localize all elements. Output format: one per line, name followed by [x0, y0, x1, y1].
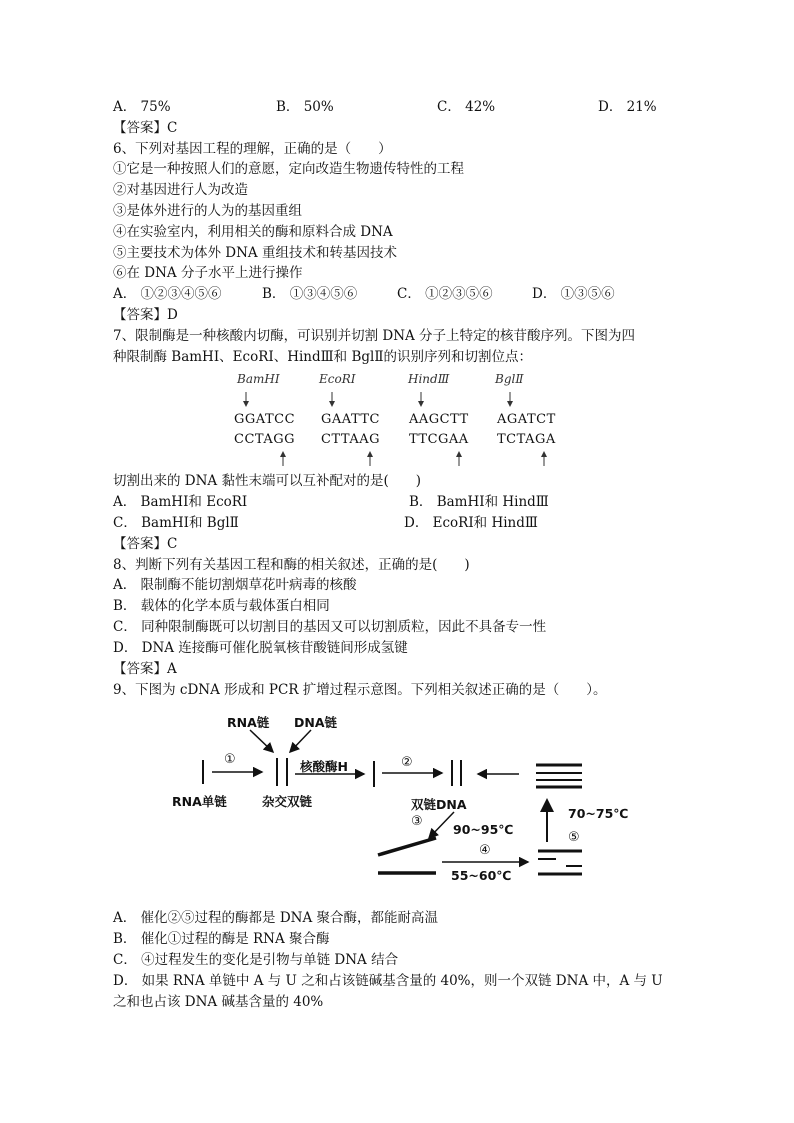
q6-item-2: ②对基因进行人为改造 [113, 182, 248, 198]
q6-item-6: ⑥在 DNA 分子水平上进行操作 [113, 265, 303, 281]
q8-stem: 8、判断下列有关基因工程和酶的相关叙述，正确的是( ) [113, 557, 470, 573]
bamhi-bottom-strand: CCTAGG [234, 432, 296, 447]
enzyme-bamhi-label: BamHⅠ [237, 372, 280, 386]
q9-option-a: A． 催化②⑤过程的酶都是 DNA 聚合酶，都能耐高温 [113, 910, 439, 926]
q6-stem: 6、下列对基因工程的理解，正确的是（ ） [113, 141, 392, 157]
q7-option-d: D． EcoRⅠ和 HindⅢ [404, 515, 538, 531]
q8-option-b: B． 载体的化学本质与载体蛋白相同 [113, 598, 330, 614]
q5-option-a: A． 75% [113, 99, 171, 115]
denature-temp-label: 90~95℃ [453, 822, 514, 837]
q6-item-1: ①它是一种按照人们的意愿，定向改造生物遗传特性的工程 [113, 161, 464, 177]
step2-label: ② [401, 755, 413, 770]
enzyme-hindiii-label: HindⅢ [408, 372, 450, 386]
q6-item-5: ⑤主要技术为体外 DNA 重组技术和转基因技术 [113, 245, 397, 261]
q9-option-d-continued: 之和也占该 DNA 碱基含量的 40% [113, 994, 324, 1010]
enzyme-ecori-label: EcoRⅠ [319, 372, 356, 386]
ecori-top-strand: GAATTC [321, 412, 380, 427]
q9-option-b: B． 催化①过程的酶是 RNA 聚合酶 [113, 931, 330, 947]
bglii-bottom-strand: TCTAGA [497, 432, 556, 447]
q6-option-c: C． ①②③⑤⑥ [397, 286, 493, 302]
step3-arrow [429, 812, 454, 838]
step1-label: ① [224, 752, 236, 767]
q6-option-a: A． ①②③④⑤⑥ [113, 286, 222, 302]
q5-answer: 【答案】C [113, 120, 178, 136]
enzyme-bglii-label: BglⅡ [495, 372, 524, 386]
q6-option-d: D． ①③⑤⑥ [532, 286, 615, 302]
ecori-bottom-strand: CTTAAG [321, 432, 380, 447]
rna-chain-label: RNA链 [227, 715, 270, 730]
q7-option-b: B． BamHⅠ和 HindⅢ [409, 494, 549, 510]
step4-label: ④ [479, 843, 491, 858]
bglii-top-strand: AGATCT [497, 412, 556, 427]
q8-option-d: D． DNA 连接酶可催化脱氧核苷酸链间形成氢键 [113, 640, 408, 656]
q5-option-c: C． 42% [437, 99, 496, 115]
q7-stem-line1: 7、限制酶是一种核酸内切酶，可识别并切割 DNA 分子上特定的核苷酸序列。下图为四 [113, 328, 636, 344]
dna-chain-label: DNA链 [294, 715, 338, 730]
q7-question: 切割出来的 DNA 黏性末端可以互补配对的是( ) [113, 473, 422, 489]
q9-option-c: C． ④过程发生的变化是引物与单链 DNA 结合 [113, 952, 399, 968]
q8-option-a: A． 限制酶不能切割烟草花叶病毒的核酸 [113, 577, 357, 593]
q5-option-b: B． 50% [276, 99, 334, 115]
denatured-strand-1 [378, 838, 436, 855]
q6-item-4: ④在实验室内，利用相关的酶和原料合成 DNA [113, 224, 393, 240]
anneal-temp-label: 55~60℃ [451, 868, 512, 883]
q8-answer: 【答案】A [113, 661, 177, 677]
dna-chain-arrow [290, 730, 311, 752]
q7-answer: 【答案】C [113, 536, 178, 552]
q5-option-d: D． 21% [598, 99, 657, 115]
q9-stem: 9、下图为 cDNA 形成和 PCR 扩增过程示意图。下列相关叙述正确的是（ ）。 [113, 682, 607, 698]
extend-temp-label: 70~75℃ [568, 806, 629, 821]
rna-single-chain-label: RNA单链 [172, 794, 227, 809]
bamhi-top-strand: GGATCC [234, 412, 296, 427]
step5-label: ⑤ [568, 830, 580, 845]
q6-answer: 【答案】D [113, 307, 178, 323]
rna-chain-arrow [250, 730, 273, 752]
q8-option-c: C． 同种限制酶既可以切割目的基因又可以切割质粒，因此不具备专一性 [113, 619, 547, 635]
hybrid-double-chain-label: 杂交双链 [262, 794, 313, 809]
rnase-h-label: 核酸酶H [300, 759, 348, 774]
hindiii-top-strand: AAGCTT [409, 412, 469, 427]
q7-option-a: A． BamHⅠ和 EcoRⅠ [113, 494, 248, 510]
step3-label: ③ [411, 814, 423, 829]
q9-option-d: D． 如果 RNA 单链中 A 与 U 之和占该链碱基含量的 40%，则一个双链 DNA 中，A 与 U [113, 973, 663, 989]
hindiii-bottom-strand: TTCGAA [409, 432, 469, 447]
double-strand-dna-label: 双链DNA [411, 797, 467, 812]
q6-item-3: ③是体外进行的人为的基因重组 [113, 203, 302, 219]
q6-option-b: B． ①③④⑤⑥ [262, 286, 358, 302]
q7-stem-line2: 种限制酶 BamHⅠ、EcoRⅠ、HindⅢ和 BglⅡ的识别序列和切割位点： [113, 349, 533, 365]
q7-option-c: C． BamHⅠ和 BglⅡ [113, 515, 239, 531]
